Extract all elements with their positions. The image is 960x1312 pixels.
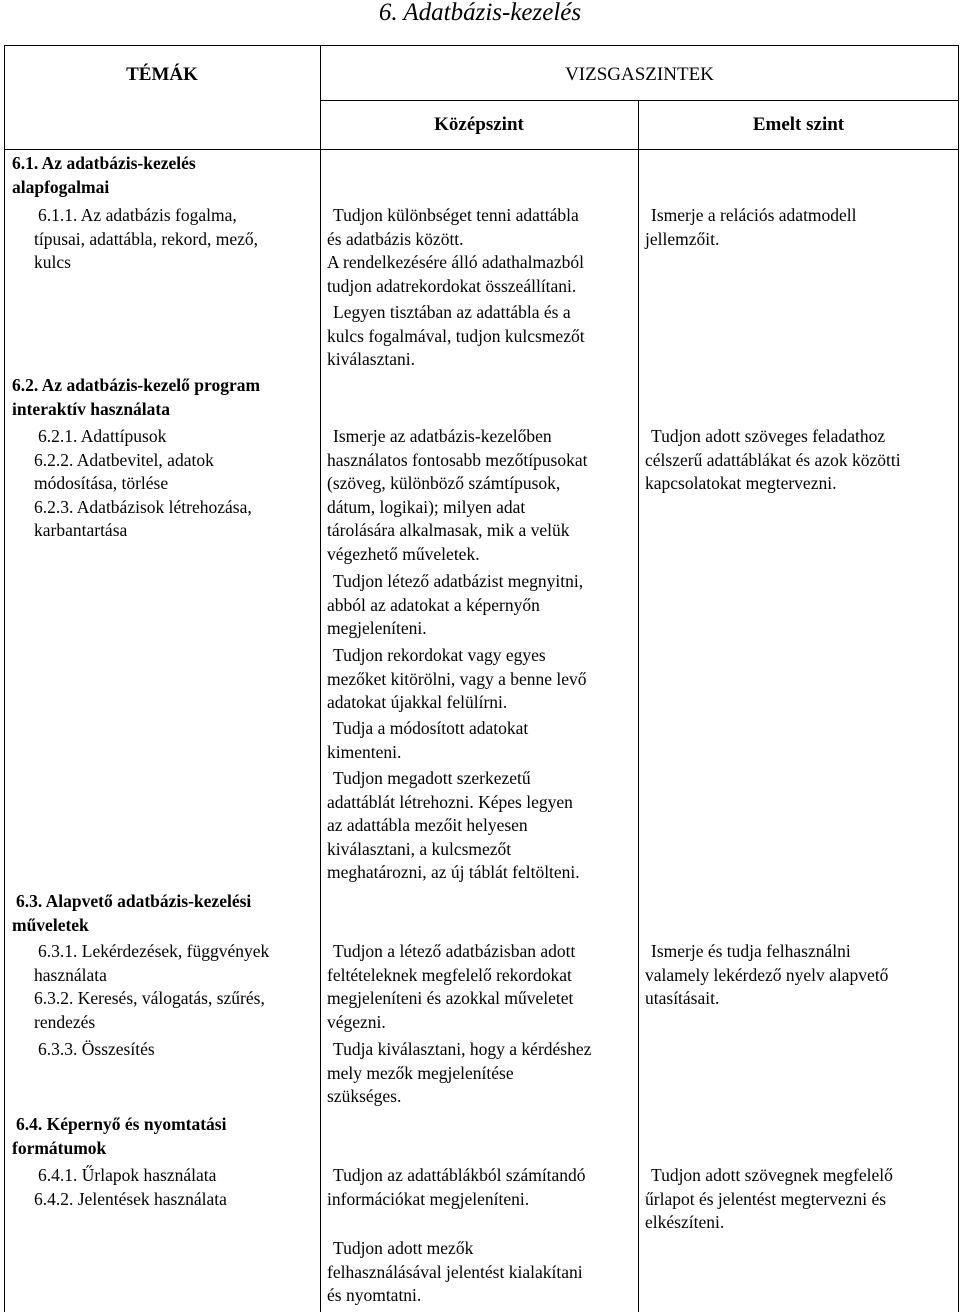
kozep-item-11: Tudjon adott mezők felhasználásával jelentést kialakítani és nyomtatni.: [327, 1238, 583, 1305]
kozep-item-4: Tudjon létező adatbázist megnyitni, abból az adatokat a képernyőn megjeleníteni.: [327, 571, 584, 638]
kozep-item-5: Tudjon rekordokat vagy egyes mezőket kitörölni, vagy a benne levő adatokat újakkal felülírni.: [327, 645, 587, 712]
topic-heading-6-4: 6.4. Képernyő és nyomtatási formátumok: [12, 1114, 227, 1158]
emelt-item-1: Ismerje a relációs adatmodell jellemzőit.: [645, 205, 857, 249]
kozep-item-6: Tudja a módosított adatokat kimenteni.: [327, 718, 529, 762]
topic-6-1-1: 6.1.1. Az adatbázis fogalma, típusai, adattábla, rekord, mező, kulcs: [34, 205, 259, 272]
header-temak: TÉMÁK: [126, 64, 198, 85]
topic-6-4-subtopics: 6.4.1. Űrlapok használata 6.4.2. Jelentések használata: [34, 1165, 227, 1209]
kozep-item-3: Ismerje az adatbázis-kezelőben használatos fontosabb mezőtípusokat (szöveg, különböző számtípusok, dátum, logikai); milyen adat tárolására alkalmasak, mik a velük végezhető műveletek.: [327, 426, 588, 564]
page-title: 6. Adatbázis-kezelés: [378, 0, 582, 26]
header-emelt-szint: Emelt szint: [752, 114, 845, 135]
kozep-item-2: Legyen tisztában az adattábla és a kulcs fogalmával, tudjon kulcsmezőt kiválasztani.: [327, 302, 585, 369]
topic-heading-6-1: 6.1. Az adatbázis-kezelés alapfogalmai: [12, 153, 196, 197]
emelt-item-4: Tudjon adott szövegnek megfelelő űrlapot és jelentést megtervezni és elkészíteni.: [645, 1165, 893, 1232]
kozep-item-10: Tudjon az adattáblákból számítandó információkat megjeleníteni.: [327, 1165, 586, 1209]
topic-6-2-subtopics: 6.2.1. Adattípusok 6.2.2. Adatbevitel, adatok módosítása, törlése 6.2.3. Adatbázisok létrehozása, karbantartása: [34, 426, 252, 540]
emelt-item-3: Ismerje és tudja felhasználni valamely lekérdező nyelv alapvető utasításait.: [645, 941, 889, 1008]
header-vizsgaszintek: VIZSGASZINTEK: [565, 64, 714, 85]
kozep-item-9: Tudja kiválasztani, hogy a kérdéshez mely mezők megjelenítése szükséges.: [327, 1039, 592, 1106]
topic-heading-6-3: 6.3. Alapvető adatbázis-kezelési műveletek: [12, 891, 252, 935]
topic-6-3-3: 6.3.3. Összesítés: [38, 1039, 155, 1059]
kozep-item-7: Tudjon megadott szerkezetű adattáblát létrehozni. Képes legyen az adattábla mezőit helyesen kiválasztani, a kulcsmezőt meghatározni, az új táblát feltölteni.: [327, 768, 580, 882]
topic-6-3-subtopics: 6.3.1. Lekérdezések, függvények használata 6.3.2. Keresés, válogatás, szűrés, rendezés: [34, 941, 270, 1032]
header-kozepszint: Középszint: [434, 114, 524, 135]
emelt-item-2: Tudjon adott szöveges feladathoz célszerű adattáblákat és azok közötti kapcsolatokat megtervezni.: [645, 426, 901, 493]
kozep-item-1: Tudjon különbséget tenni adattábla és adatbázis között. A rendelkezésére álló adathalmazból tudjon adatrekordokat összeállítani.: [327, 205, 585, 296]
topic-heading-6-2: 6.2. Az adatbázis-kezelő program interaktív használata: [12, 375, 261, 419]
kozep-item-8: Tudjon a létező adatbázisban adott feltételeknek megfelelő rekordokat megjeleníteni és azokkal műveletet végezni.: [327, 941, 576, 1032]
